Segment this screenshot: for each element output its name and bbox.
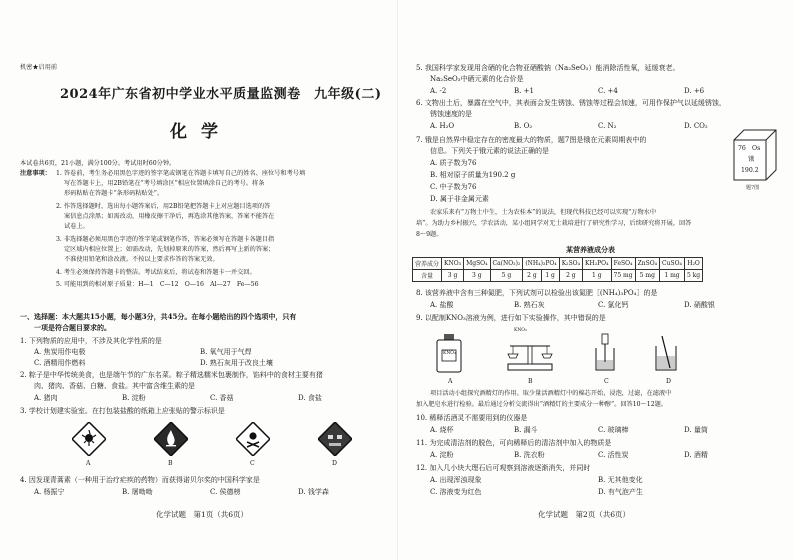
q7-option-a[interactable]: A. 质子数为76	[430, 159, 477, 167]
table-cell: 2 g	[523, 270, 541, 282]
q7-option-c[interactable]: C. 中子数为76	[430, 183, 477, 191]
note-line: 试卷上。	[64, 223, 89, 230]
table-header-cell: CuSO₄	[660, 258, 685, 270]
section-heading: 一项是符合题目要求的。	[34, 323, 111, 332]
table-cell: 3 g	[442, 270, 464, 282]
q11-option-a[interactable]: A. 淀粉	[430, 451, 454, 459]
passage-line: 农家乐来有“万物土中生，土为农桂本”的说法，但现代科技已经可以实现“万物水中	[430, 209, 657, 216]
table-header-cell: K₂SO₄	[559, 258, 582, 270]
q11-stem: 11. 为完成清洁剂的脱色，可向稀释后的清洁剂中加入的物质是	[416, 439, 612, 447]
table-header-cell: ZnSO₄	[635, 258, 659, 270]
table-cell: 3 g	[464, 270, 490, 282]
cell-name: 锇	[748, 156, 755, 163]
table-cell: 1 g	[583, 270, 611, 282]
q1-option-d[interactable]: D. 熟石灰用于改良土壤	[200, 359, 273, 367]
right-page	[397, 0, 794, 560]
note-line: 形码粘贴在答题卡“条形码粘贴处”。	[64, 190, 164, 197]
q1-option-b[interactable]: B. 氧气用于气焊	[200, 348, 252, 356]
cell-atomic-number: 76	[738, 145, 746, 152]
q5-option-a[interactable]: A. -2	[430, 87, 447, 95]
table-cell: 2 g	[559, 270, 582, 282]
q10-passage-line: 项目活动小组探究酒精灯的作用。取少量活酒精灯中的棉芯开始，浸泡，过滤，在滤液中	[430, 390, 672, 397]
subject-title: 化学	[170, 122, 232, 142]
beaker-pour-icon[interactable]	[588, 332, 622, 374]
table-cell: 5 g	[490, 270, 523, 282]
q5-stem-cont: Na₂SeO₃中硒元素的化合价是	[430, 75, 524, 83]
q7-option-b[interactable]: B. 相对原子质量为190.2 g	[430, 171, 516, 179]
table-header-cell: KH₂PO₄	[583, 258, 611, 270]
q6-option-d[interactable]: D. CO₂	[684, 122, 708, 130]
q7-stem-cont: 信息。下列关于锇元素的说法正确的是	[430, 147, 549, 155]
q8-option-a[interactable]: A. 盐酸	[430, 301, 454, 309]
table-title: 某营养液成分表	[566, 245, 615, 254]
q10-passage-line: 加入肥皂水进行检验。最后通过分析交流得出“酒精灯的主要成分一种醇”。回答10～12题。	[416, 401, 668, 408]
table-cell: 5 mg	[635, 270, 659, 282]
q12-stem: 12. 加入几小块大理石后可观察到溶液逐渐消失，并同时	[416, 464, 591, 472]
q1-option-a[interactable]: A. 焦炭用作电极	[34, 348, 86, 356]
q5-option-b[interactable]: B. +1	[514, 87, 534, 95]
corrosive-warning-icon[interactable]	[318, 422, 352, 456]
flammable-warning-icon[interactable]	[154, 422, 188, 456]
q12-option-a[interactable]: A. 出现浑浊现象	[430, 476, 482, 484]
passage-line: 培”。为助力乡村振兴，学农活动，某小组同学对无土栽培进行了研究性学习，后续研究将开展，回答	[416, 220, 692, 227]
q9-stem: 9. 以配制KNO₃溶液为例，进行如下实验操作，其中错误的是	[416, 314, 606, 322]
q6-stem-cont: 锈蚀速度的是	[430, 110, 472, 118]
section-heading: 一、选择题：本大题共15小题，每小题3分，共45分。在每小题给出的四个选项中，只有	[20, 312, 297, 321]
q4-option-b[interactable]: B. 屠呦呦	[122, 488, 153, 496]
q5-stem: 5. 我国科学家发现用含硒的化合物亚硒酸钠（Na₂SeO₃）能消除活性氧，延缓衰老。	[416, 64, 680, 72]
q12-option-d[interactable]: D. 有气泡产生	[598, 488, 643, 496]
q12-option-b[interactable]: B. 无其他变化	[598, 476, 643, 484]
q6-option-c[interactable]: C. N₂	[598, 122, 617, 130]
table-header-cell: H₂O	[684, 258, 702, 270]
q1-stem: 1. 下列物质的应用中，不涉及其化学性质的是	[20, 337, 162, 345]
q3-label-b: B	[168, 460, 173, 467]
note-line: 3. 非选择题必须用黑色字迹的签字笔或钢笔作答，答案必须写在答题卡各题目指	[56, 236, 275, 243]
q8-option-c[interactable]: C. 氯化钙	[598, 301, 629, 309]
page-footer: 化学试题 第1页（共6页）	[156, 510, 249, 519]
q2-option-b[interactable]: B. 淀粉	[122, 394, 146, 402]
table-cell: 5 kg	[684, 270, 702, 282]
q11-option-b[interactable]: B. 洗衣粉	[514, 451, 545, 459]
q8-stem: 8. 该营养液中含有三种氮肥，下列试剂可以检验出该氮肥［(NH₄)₃PO₄］的是	[416, 289, 658, 297]
q4-option-c[interactable]: C. 侯德榜	[210, 488, 241, 496]
q3-stem: 3. 学校计划建实验室。在打包装盐酸的纸箱上应张贴的警示标识是	[20, 407, 225, 415]
balance-icon[interactable]	[504, 332, 556, 374]
nutrient-table	[412, 257, 703, 282]
q11-option-d[interactable]: D. 酒精	[684, 451, 708, 459]
q6-stem: 6. 文物出土后，暴露在空气中，其表面会发生锈蚀、锈蚀等过程会加速，可用作保护气以延缓锈蚀，	[416, 99, 726, 107]
q7-stem: 7. 锇是自然界中稳定存在的密度最大的物质，题7图是锇在元素周期表中的	[416, 136, 647, 144]
q3-label-d: D	[332, 460, 337, 467]
balance-label: KNO₃	[514, 328, 527, 333]
note-line: 1. 答卷前，考生务必用黑色字迹的签字笔或钢笔在答题卡填写自己的姓名、座位号和考号填	[56, 170, 306, 177]
note-line: 定区域内相应位置上；如需改动，先划掉原来的答案，然后再写上新的答案；	[64, 246, 275, 253]
table-header-cell: KNO₃	[442, 258, 464, 270]
q5-option-c[interactable]: C. +4	[598, 87, 618, 95]
q3-label-a: A	[86, 460, 91, 467]
q2-stem: 2. 粽子是中华传统美食，也是端午节的广东名菜。粽子精选糯米包裹制作，馅料中的食材主要有猪	[20, 371, 323, 379]
q4-option-d[interactable]: D. 钱学森	[298, 488, 329, 496]
q4-option-a[interactable]: A. 杨振宁	[34, 488, 65, 496]
q2-option-d[interactable]: D. 食盐	[298, 394, 322, 402]
table-header-cell: 营养成分	[413, 258, 442, 270]
table-header-cell: (NH₄)₃PO₄	[523, 258, 559, 270]
toxic-warning-icon[interactable]	[236, 422, 270, 456]
q9-label-a: A	[448, 378, 453, 385]
q8-option-d[interactable]: D. 硝酸银	[684, 301, 715, 309]
q10-stem: 10. 稀释活酒灵不需要用到的仪器是	[416, 414, 528, 422]
table-header-cell: Ca(NO₃)₂	[490, 258, 523, 270]
q9-label-d: D	[666, 378, 671, 385]
note-line: 4. 考生必须保持答题卡的整洁。考试结束后，将试卷和答题卡一并交回。	[56, 269, 256, 276]
q2-option-a[interactable]: A. 猪肉	[34, 394, 58, 402]
table-cell: 75 mg	[611, 270, 635, 282]
q12-option-c[interactable]: C. 溶液变为红色	[430, 488, 482, 496]
secret-label: 机密★启用前	[20, 64, 58, 71]
table-cell: 1 g	[541, 270, 559, 282]
table-row	[413, 270, 703, 282]
stirring-beaker-icon[interactable]	[650, 332, 684, 374]
q4-stem: 4. 因发现青蒿素（一种用于治疗疟疾的药物）而获得诺贝尔奖的中国科学家是	[20, 476, 260, 484]
intro-line: 本试卷共6页，21小题，满分100分。考试用时60分钟。	[20, 160, 176, 167]
table-header-cell: FeSO₄	[611, 258, 635, 270]
q10-option-b[interactable]: B. 漏斗	[514, 426, 538, 434]
jar-label: KNO₃	[443, 351, 456, 356]
figure-caption: 题7图	[746, 185, 760, 191]
cell-mass: 190.2	[741, 167, 759, 174]
note-line: 不准使用铅笔和涂改液。不按以上要求作答的答案无效。	[64, 256, 219, 263]
q5-option-d[interactable]: D. +6	[684, 87, 705, 95]
q1-option-c[interactable]: C. 酒精用作燃料	[34, 359, 86, 367]
exam-title: 2024年广东省初中学业水平质量监测卷 九年级(二)	[60, 87, 382, 102]
note-line: 2. 作答选择题时，选出每小题答案后，用2B铅笔把答题卡上对应题目选项的答	[56, 203, 271, 210]
q2-stem-cont: 肉、猪肉、香菇、白糖、食盐。其中富含维生素的是	[34, 382, 195, 390]
table-header-row	[413, 258, 703, 270]
table-cell: 1 mg	[660, 270, 685, 282]
note-line: 5. 可能用到的相对原子质量：H—1 C—12 O—16 Al—27 Fe—56	[56, 281, 259, 288]
q10-option-a[interactable]: A. 烧杯	[430, 426, 454, 434]
q11-option-c[interactable]: C. 活性炭	[598, 451, 629, 459]
q7-option-d[interactable]: D. 属于非金属元素	[430, 195, 489, 203]
q10-option-c[interactable]: C. 玻璃棒	[598, 426, 629, 434]
q3-label-c: C	[250, 460, 255, 467]
page-footer: 化学试题 第2页（共6页）	[538, 510, 631, 519]
q8-option-b[interactable]: B. 熟石灰	[514, 301, 545, 309]
cell-symbol: Os	[752, 145, 761, 152]
q9-label-c: C	[604, 378, 609, 385]
q10-option-d[interactable]: D. 量筒	[684, 426, 708, 434]
notes-label: 注意事项：	[20, 170, 51, 177]
q6-option-b[interactable]: B. O₂	[514, 122, 533, 130]
note-line: 案信息点涂黑；如需改动，用橡皮擦干净后，再选涂其他答案，答案不能答在	[64, 213, 275, 220]
q2-option-c[interactable]: C. 香菇	[210, 394, 234, 402]
table-header-cell: MgSO₄	[464, 258, 490, 270]
q9-label-b: B	[528, 378, 533, 385]
explosive-warning-icon[interactable]	[72, 422, 106, 456]
table-cell: 含量	[413, 270, 442, 282]
note-line: 写在答题卡上，用2B铅笔在“考号填涂区”相应位置填涂自己的考号。将条	[64, 180, 265, 187]
passage-line: 8～9题。	[416, 231, 443, 238]
q6-option-a[interactable]: A. H₂O	[430, 122, 455, 130]
